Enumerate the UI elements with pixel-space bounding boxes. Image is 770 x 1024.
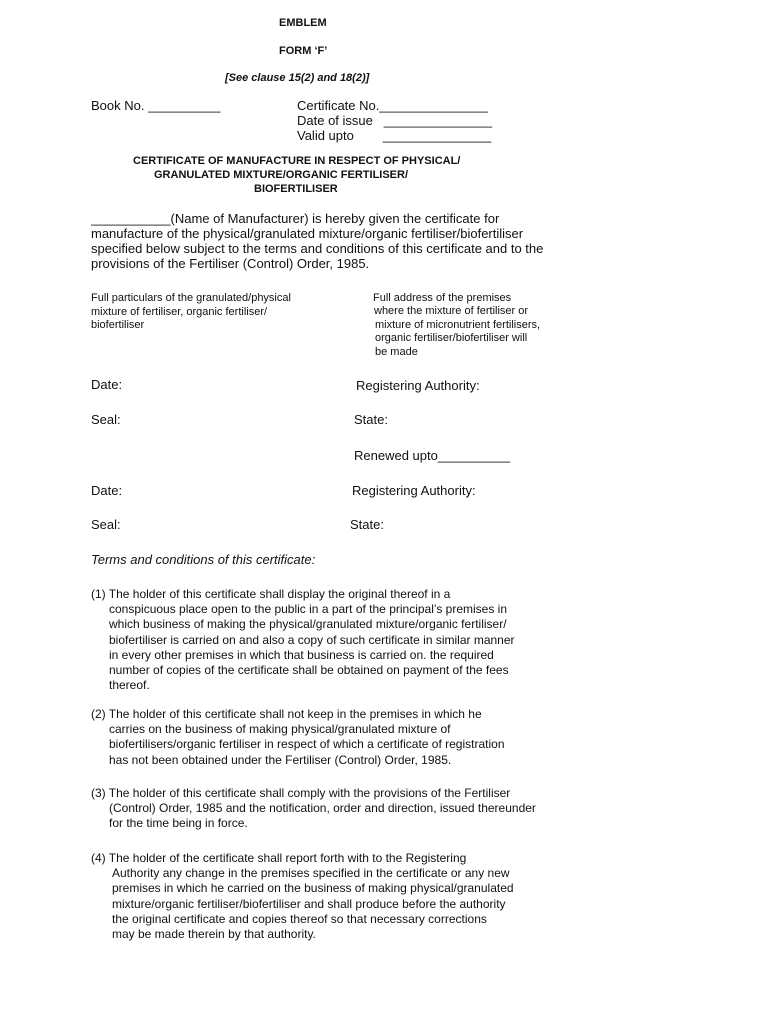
date-of-issue: Date of issue _______________ — [297, 113, 493, 128]
form-label: FORM ‘F’ — [279, 45, 328, 57]
registering-authority-2: Registering Authority: — [352, 483, 476, 498]
clause-label: [See clause 15(2) and 18(2)] — [225, 72, 370, 84]
term-line: (1) The holder of this certificate shall display the original thereof in a — [91, 587, 451, 601]
term-line: for the time being in force. — [109, 816, 248, 831]
term-1 — [91, 587, 515, 693]
valid-upto: Valid upto _______________ — [297, 128, 492, 143]
address-line: mixture of micronutrient fertilisers, — [375, 319, 541, 331]
term-line: (4) The holder of the certificate shall report forth with to the Registering — [91, 851, 467, 865]
address-line: organic fertiliser/biofertiliser will — [375, 332, 528, 344]
term-line: the original certificate and copies thereof so that necessary corrections — [112, 911, 487, 926]
intro-line: ___________(Name of Manufacturer) is hereby given the certificate for — [91, 211, 500, 226]
certificate-title-line-1: CERTIFICATE OF MANUFACTURE IN RESPECT OF PHYSICAL/ — [133, 155, 461, 167]
term-line: carries on the business of making physical/granulated mixture of — [109, 722, 451, 737]
state-field-2: State: — [350, 517, 384, 532]
term-line: in every other premises in which that business is carried on. the required — [109, 647, 494, 662]
term-line: (Control) Order, 1985 and the notification, order and direction, issued thereunder — [109, 801, 536, 816]
term-line: (3) The holder of this certificate shall comply with the provisions of the Fertiliser — [91, 786, 511, 800]
state-field-1: State: — [354, 412, 388, 427]
term-line: mixture/organic fertiliser/biofertiliser and shall produce before the authority — [112, 896, 506, 911]
book-number: Book No. __________ — [91, 98, 221, 113]
seal-field-1: Seal: — [91, 412, 121, 427]
term-line: number of copies of the certificate shall be obtained on payment of the fees — [109, 663, 509, 678]
address-line: Full address of the premises — [373, 292, 512, 304]
address-line: where the mixture of fertiliser or — [374, 305, 529, 317]
term-line: (2) The holder of this certificate shall not keep in the premises in which he — [91, 707, 482, 721]
emblem-label: EMBLEM — [279, 17, 327, 29]
term-4 — [91, 851, 514, 942]
certificate-number: Certificate No._______________ — [297, 98, 488, 113]
term-line: premises in which he carried on the business of making physical/granulated — [112, 881, 514, 896]
particulars-line: mixture of fertiliser, organic fertiliser/ — [91, 305, 268, 318]
renewed-upto: Renewed upto__________ — [354, 448, 511, 463]
date-field-1: Date: — [91, 377, 123, 392]
date-field-2: Date: — [91, 483, 123, 498]
term-line: has not been obtained under the Fertiliser (Control) Order, 1985. — [109, 752, 452, 767]
term-line: Authority any change in the premises specified in the certificate or any new — [112, 866, 510, 881]
particulars-line: biofertiliser — [91, 319, 145, 331]
registering-authority-1: Registering Authority: — [356, 378, 480, 393]
seal-field-2: Seal: — [91, 517, 121, 532]
address-line: be made — [375, 346, 418, 358]
term-line: thereof. — [109, 678, 150, 693]
certificate-title-line-2: GRANULATED MIXTURE/ORGANIC FERTILISER/ — [154, 169, 409, 181]
intro-paragraph — [91, 211, 543, 271]
term-line: may be made therein by that authority. — [112, 927, 316, 942]
term-line: which business of making the physical/granulated mixture/organic fertiliser/ — [109, 617, 507, 632]
term-2 — [91, 707, 505, 768]
terms-heading: Terms and conditions of this certificate: — [91, 552, 316, 567]
particulars-column — [91, 292, 291, 333]
particulars-line: Full particulars of the granulated/physical — [91, 292, 291, 304]
intro-line: specified below subject to the terms and conditions of this certificate and to the — [91, 241, 544, 256]
certificate-title-line-3: BIOFERTILISER — [254, 183, 338, 195]
term-line: biofertilisers/organic fertiliser in respect of which a certificate of registration — [109, 737, 505, 752]
term-line: biofertiliser is carried on and also a copy of such certificate in similar manner — [109, 632, 515, 647]
intro-line: manufacture of the physical/granulated mixture/organic fertiliser/biofertiliser — [91, 226, 524, 241]
term-3 — [91, 786, 536, 832]
term-line: conspicuous place open to the public in a part of the principal’s premises in — [109, 602, 508, 617]
intro-line: provisions of the Fertiliser (Control) Order, 1985. — [91, 256, 370, 271]
